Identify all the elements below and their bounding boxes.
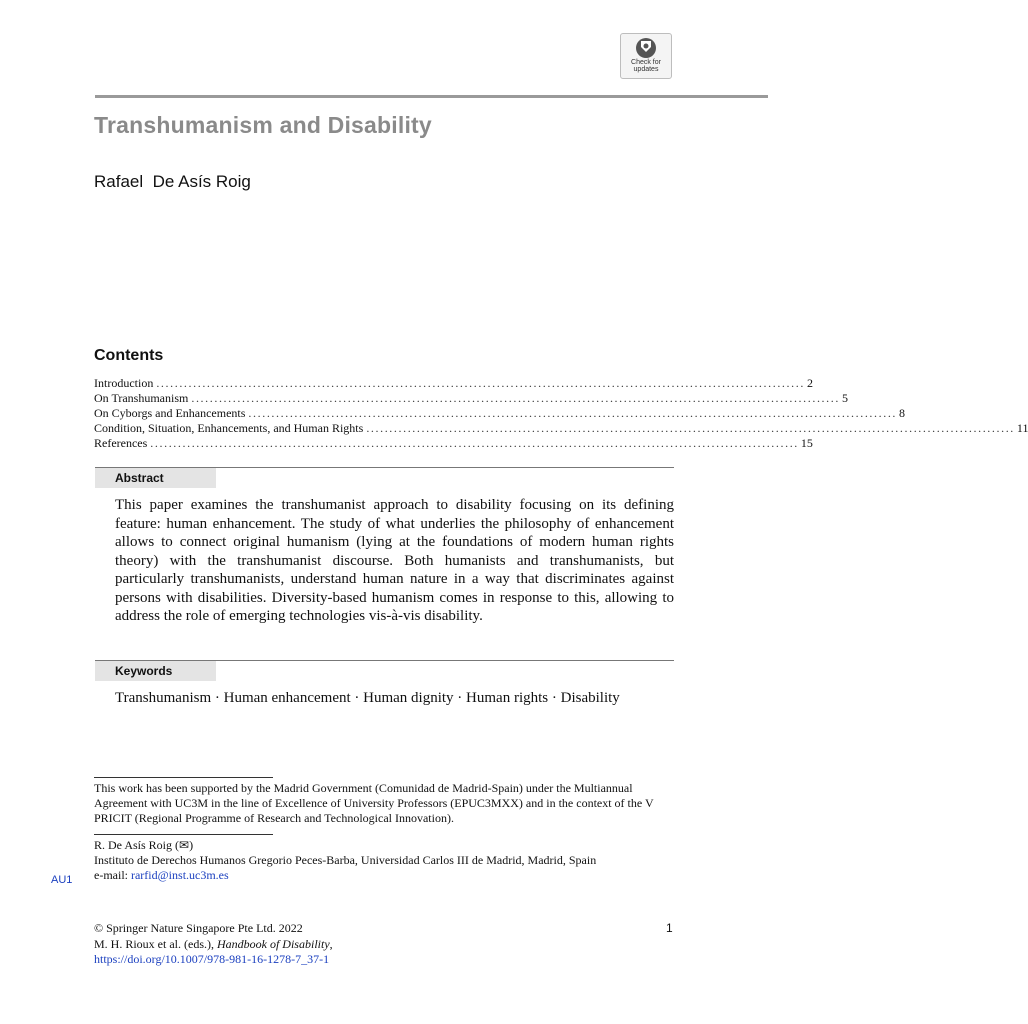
keywords-text: Transhumanism · Human enhancement · Human dignity · Human rights · Disability <box>115 690 620 706</box>
publisher-info <box>94 921 676 968</box>
page-number: 1 <box>666 921 673 935</box>
toc-entry[interactable] <box>94 406 906 421</box>
toc-entry[interactable] <box>94 436 813 451</box>
check-for-updates-icon <box>635 37 657 59</box>
toc-entry[interactable] <box>94 376 813 391</box>
toc-leader-dots: ............................................................................................................................................. <box>191 391 840 405</box>
author-query-tag[interactable]: AU1 <box>51 874 73 886</box>
table-of-contents <box>94 376 1028 451</box>
toc-entry-title[interactable]: On Transhumanism <box>94 391 189 405</box>
copyright-line: © Springer Nature Singapore Pte Ltd. 2022 <box>94 921 303 935</box>
affiliation-name: R. De Asís Roig ( <box>94 838 180 852</box>
book-title: Handbook of Disability <box>216 936 330 951</box>
toc-entry-title[interactable]: Introduction <box>94 376 154 390</box>
keywords-label: Keywords <box>95 661 216 681</box>
envelope-icon[interactable]: ✉ <box>179 838 190 852</box>
abstract-label: Abstract <box>95 468 216 488</box>
toc-leader-dots: ............................................................................................................................................. <box>156 376 805 390</box>
contents-heading: Contents <box>94 347 164 364</box>
badge-text-line1: Check for <box>631 59 661 66</box>
check-for-updates-badge[interactable] <box>620 33 672 79</box>
author-affiliation <box>94 838 676 883</box>
affiliation-name-close: ) <box>189 838 194 852</box>
footnote-rule <box>94 777 273 778</box>
chapter-title: Transhumanism and Disability <box>94 112 432 138</box>
affiliation-email-line <box>94 868 676 883</box>
affiliation-rule <box>94 834 273 835</box>
email-label: e-mail: <box>94 868 131 882</box>
toc-leader-dots: ............................................................................................................................................. <box>366 421 1015 435</box>
author-name: Rafael De Asís Roig <box>94 172 251 191</box>
toc-entry-page: 2 <box>806 376 813 390</box>
toc-entry-title[interactable]: Condition, Situation, Enhancements, and Human Rights <box>94 421 364 435</box>
abstract-text: This paper examines the transhumanist approach to disability focusing on its defining feature: human enhancement. The study of what underlies the philosophy of enhancement allows to connect original humanism (lying at the foundations of modern human rights theory) with the transhumanist discourse. Both humanists and transhumanists, but particularly transhumanists, understand human nature in a way that discriminates against persons with disabilities. Diversity-based humanism comes in response to this, allowing to address the role of emerging technologies vis-à-vis disability. <box>115 497 674 624</box>
toc-entry[interactable] <box>94 391 848 406</box>
citation-prefix: M. H. Rioux et al. (eds.), <box>94 936 217 951</box>
toc-leader-dots: ............................................................................................................................................. <box>150 436 799 450</box>
toc-entry-title[interactable]: On Cyborgs and Enhancements <box>94 406 246 420</box>
citation-suffix: , <box>329 936 333 951</box>
funding-footnote: This work has been supported by the Madrid Government (Comunidad de Madrid-Spain) under the Multiannual Agreement with UC3M in the line of Excellence of University Professors (EPUC3MXX) and in the context of the V PRICIT (Regional Programme of Research and Technological Innovation). <box>94 781 654 825</box>
badge-text-line2: updates <box>633 66 659 73</box>
toc-entry-page: 15 <box>800 436 813 450</box>
email-link[interactable]: rarfid@inst.uc3m.es <box>130 868 229 882</box>
affiliation-name-line <box>94 838 676 853</box>
top-rule <box>95 95 768 98</box>
doi-link[interactable]: https://doi.org/10.1007/978-981-16-1278-7_37-1 <box>94 952 330 966</box>
toc-entry[interactable] <box>94 421 1028 436</box>
toc-entry-page: 8 <box>899 406 906 420</box>
affiliation-institute: Instituto de Derechos Humanos Gregorio Peces-Barba, Universidad Carlos III de Madrid, Madrid, Spain <box>94 853 597 867</box>
toc-entry-page: 5 <box>841 391 848 405</box>
toc-leader-dots: ............................................................................................................................................. <box>248 406 898 420</box>
toc-entry-title[interactable]: References <box>94 436 148 450</box>
citation-line <box>94 937 676 953</box>
toc-entry-page: 11 <box>1016 421 1028 435</box>
